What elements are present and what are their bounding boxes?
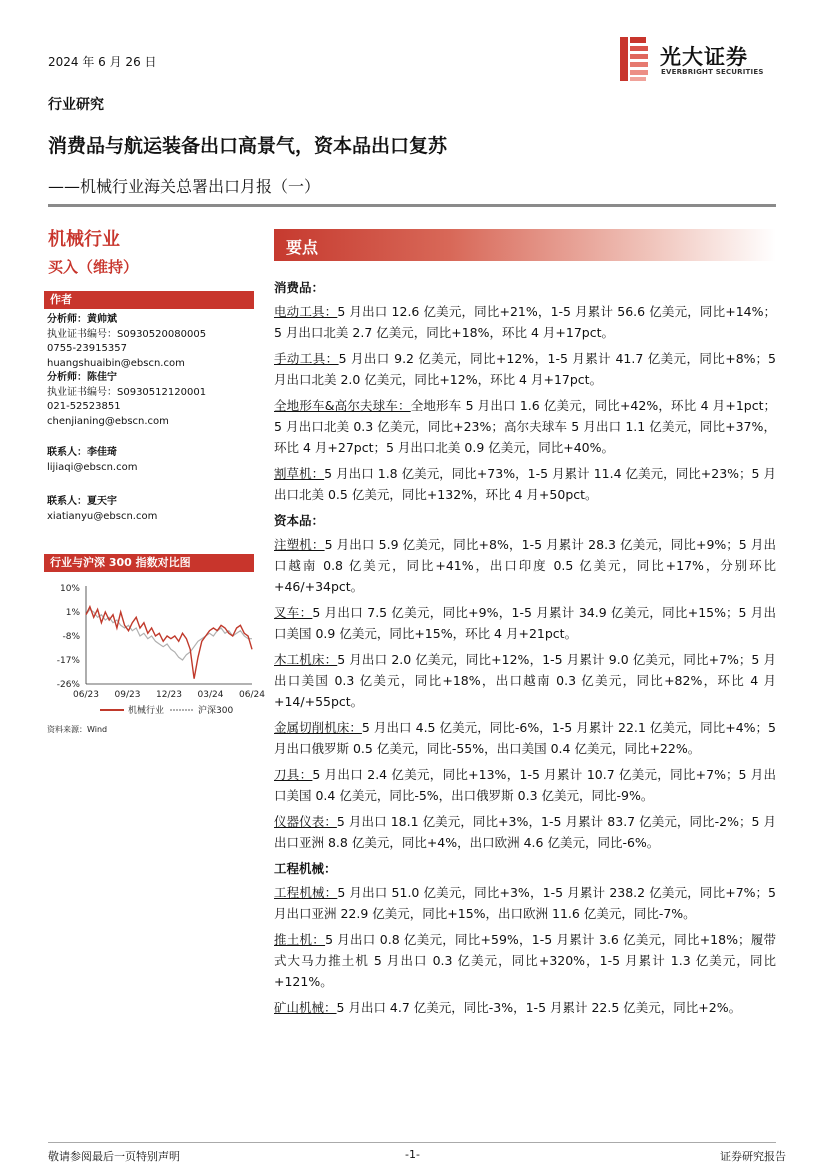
footer-divider — [48, 1142, 776, 1143]
x-tick-label: 06/23 — [73, 690, 99, 700]
investment-rating: 买入（维持） — [48, 258, 139, 276]
y-tick-label: -26% — [56, 680, 80, 690]
key-points-header — [274, 229, 776, 261]
key-point-text: 5 月出口 7.5 亿美元，同比+9%，1-5 月累计 34.9 亿美元，同比+15%；5 月出口美国 0.9 亿美元，同比+15%，环比 4 月+21pct。 — [274, 605, 776, 641]
analyst-1-name: 分析师：黄帅斌 — [47, 314, 117, 325]
industry-name: 机械行业 — [48, 229, 120, 250]
chart-section-bar: 行业与沪深 300 指数对比图 — [44, 554, 254, 572]
key-point-label: 矿山机械： — [274, 1000, 337, 1015]
key-point-paragraph — [274, 997, 776, 1018]
key-point-text: 全地形车 5 月出口 1.6 亿美元，同比+42%，环比 4 月+1pct；5 月出口北美 0.3 亿美元，同比+23%；高尔夫球车 5 月出口 1.1 亿美元，同比+37%，环比 4 月+27pct；5 月出口北美 0.9 亿美元，同比+40%。 — [274, 398, 776, 455]
key-point-label: 工程机械： — [274, 885, 338, 900]
x-tick-label: 06/24 — [239, 690, 265, 700]
key-point-label: 推土机： — [274, 932, 326, 947]
analyst-1-email[interactable]: huangshuaibin@ebscn.com — [47, 357, 185, 369]
key-point-paragraph — [274, 882, 776, 924]
key-point-paragraph — [274, 811, 776, 853]
logo-english-text: EVERBRIGHT SECURITIES — [661, 68, 764, 76]
key-point-label: 注塑机： — [274, 537, 325, 552]
key-point-label: 刀具： — [274, 767, 313, 782]
key-point-label: 电动工具： — [274, 304, 338, 319]
key-point-paragraph — [274, 649, 776, 712]
author-section-bar: 作者 — [44, 291, 254, 309]
everbright-logo-icon — [620, 37, 648, 81]
report-date: 2024 年 6 月 26 日 — [48, 55, 157, 69]
report-category: 行业研究 — [48, 97, 104, 113]
page-number: -1- — [405, 1148, 420, 1161]
key-point-paragraph — [274, 463, 776, 505]
key-point-text: 5 月出口 2.0 亿美元，同比+12%，1-5 月累计 9.0 亿美元，同比+7%；5 月出口美国 0.3 亿美元，同比+18%，出口越南 0.3 亿美元，同比+82%，环比 4 月+14/+55pct。 — [274, 652, 776, 709]
key-point-label: 割草机： — [274, 466, 325, 481]
logo-chinese-text: 光大证券 — [660, 45, 748, 69]
x-tick-label: 09/23 — [114, 690, 141, 700]
y-tick-label: 1% — [65, 608, 80, 618]
key-point-label: 仪器仪表： — [274, 814, 337, 829]
key-point-paragraph — [274, 301, 776, 343]
key-point-paragraph — [274, 717, 776, 759]
y-tick-label: 10% — [59, 584, 80, 594]
report-subtitle: ——机械行业海关总署出口月报（一） — [48, 177, 321, 196]
analyst-1-cert: 执业证书编号：S0930520080005 — [47, 328, 207, 340]
analyst-2-cert: 执业证书编号：S0930512120001 — [47, 386, 207, 398]
key-point-paragraph — [274, 602, 776, 644]
key-point-text: 5 月出口 51.0 亿美元，同比+3%，1-5 月累计 238.2 亿美元，同比+7%；5 月出口亚洲 22.9 亿美元，同比+15%，出口欧洲 11.6 亿美元，同比-7%。 — [274, 885, 776, 921]
footer-report-type: 证券研究报告 — [720, 1150, 786, 1163]
key-point-label: 叉车： — [274, 605, 313, 620]
header-divider — [48, 204, 776, 207]
key-point-text: 5 月出口 1.8 亿美元，同比+73%，1-5 月累计 11.4 亿美元，同比+23%；5 月出口北美 0.5 亿美元，同比+132%，环比 4 月+50pct。 — [274, 466, 776, 502]
section-title: 资本品： — [274, 513, 325, 528]
key-point-paragraph — [274, 764, 776, 806]
key-points-content — [274, 277, 776, 1023]
key-point-text: 5 月出口 12.6 亿美元，同比+21%，1-5 月累计 56.6 亿美元，同比+14%；5 月出口北美 2.7 亿美元，同比+18%，环比 4 月+17pct。 — [274, 304, 776, 340]
key-point-paragraph — [274, 348, 776, 390]
key-point-paragraph — [274, 395, 776, 458]
x-tick-label: 12/23 — [156, 690, 182, 700]
section-title: 消费品： — [274, 280, 325, 295]
contact-2-email[interactable]: xiatianyu@ebscn.com — [47, 510, 158, 522]
key-point-text: 5 月出口 4.5 亿美元，同比-6%，1-5 月累计 22.1 亿美元，同比+4%；5 月出口俄罗斯 0.5 亿美元，同比-55%，出口美国 0.4 亿美元，同比+22%。 — [274, 720, 776, 756]
key-point-label: 手动工具： — [274, 351, 339, 366]
analyst-1-block — [47, 313, 206, 429]
y-tick-label: -8% — [62, 632, 80, 642]
analyst-2-name: 分析师：陈佳宁 — [47, 372, 117, 383]
key-point-text: 5 月出口 4.7 亿美元，同比-3%，1-5 月累计 22.5 亿美元，同比+2%。 — [336, 1000, 742, 1015]
key-point-text: 5 月出口 0.8 亿美元，同比+59%，1-5 月累计 3.6 亿美元，同比+18%；履带式大马力推土机 5 月出口 0.3 亿美元，同比+320%，1-5 月累计 1.3 亿美元，同比+121%。 — [274, 932, 776, 989]
contact-2-name: 联系人：夏天宇 — [47, 496, 117, 507]
y-tick-label: -17% — [56, 656, 80, 666]
key-point-text: 5 月出口 5.9 亿美元，同比+8%，1-5 月累计 28.3 亿美元，同比+9%；5 月出口越南 0.8 亿美元，同比+41%，出口印度 0.5 亿美元，同比+17%，分别环比+46/+34pct。 — [274, 537, 776, 594]
contact-1-email[interactable]: lijiaqi@ebscn.com — [47, 461, 138, 473]
key-point-label: 金属切削机床： — [274, 720, 362, 735]
key-point-label: 全地形车&高尔夫球车： — [274, 398, 411, 413]
chart-source: 资料来源：Wind — [47, 725, 108, 734]
contact-1-block — [47, 446, 137, 475]
contact-2-block — [47, 495, 157, 524]
x-tick-label: 03/24 — [197, 690, 224, 700]
key-point-paragraph — [274, 534, 776, 597]
key-point-text: 5 月出口 2.4 亿美元，同比+13%，1-5 月累计 10.7 亿美元，同比+7%；5 月出口美国 0.4 亿美元，同比-5%，出口俄罗斯 0.3 亿美元，同比-9%。 — [274, 767, 776, 803]
key-point-text: 5 月出口 9.2 亿美元，同比+12%，1-5 月累计 41.7 亿美元，同比+8%；5 月出口北美 2.0 亿美元，同比+12%，环比 4 月+17pct。 — [274, 351, 776, 387]
legend-label-csi300: 沪深300 — [198, 706, 234, 716]
brand-logo — [620, 37, 780, 81]
analyst-2-email[interactable]: chenjianing@ebscn.com — [47, 415, 169, 427]
key-points-label: 要点 — [286, 238, 319, 257]
series-line-machinery — [86, 607, 252, 679]
section-title: 工程机械： — [274, 861, 337, 876]
contact-1-name: 联系人：李佳琦 — [47, 447, 117, 458]
analyst-2-phone: 021-52523851 — [47, 401, 121, 412]
footer-disclaimer: 敬请参阅最后一页特别声明 — [48, 1150, 180, 1163]
index-comparison-chart — [44, 576, 265, 736]
key-point-label: 木工机床： — [274, 652, 338, 667]
key-point-paragraph — [274, 929, 776, 992]
key-point-text: 5 月出口 18.1 亿美元，同比+3%，1-5 月累计 83.7 亿美元，同比-2%；5 月出口亚洲 8.8 亿美元，同比+4%，出口欧洲 4.6 亿美元，同比-6%。 — [274, 814, 776, 850]
report-title: 消费品与航运装备出口高景气，资本品出口复苏 — [48, 135, 448, 157]
legend-label-machinery: 机械行业 — [128, 706, 165, 716]
analyst-1-phone: 0755-23915357 — [47, 343, 127, 354]
chart-svg — [44, 576, 265, 724]
